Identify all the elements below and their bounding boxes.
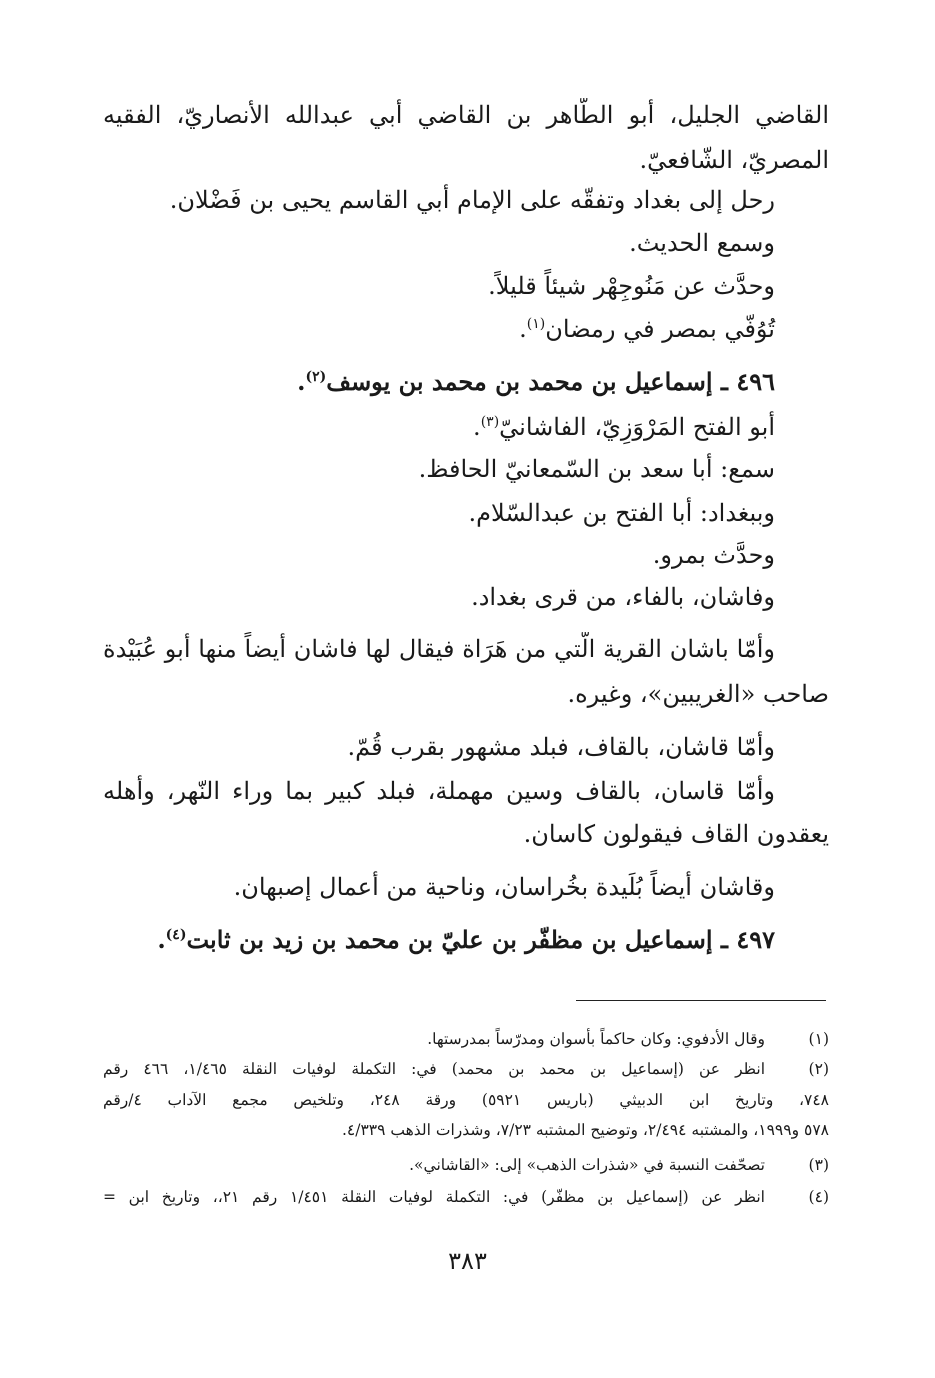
footnote-ref: (٤) [165, 927, 187, 943]
footnote-text: انظر عن (إسماعيل بن محمد بن محمد) في: التكملة لوفيات النقلة ١/٤٦٥، ٤٦٦ رقم [103, 1060, 765, 1078]
punctuation: . [473, 413, 481, 441]
text-line: المصريّ، الشّافعيّ. [639, 146, 829, 174]
footnote-ref: (١) [526, 316, 546, 332]
footnote-text: وقال الأدفوي: وكان حاكماً بأسوان ومدرّساً بمدرستها. [427, 1030, 765, 1048]
footnote-number: (١) [808, 1030, 829, 1048]
text-line: يعقدون القاف فيقولون كاسان. [523, 820, 829, 848]
text-line: وقاشان أيضاً بُلَيدة بخُراسان، وناحية من أعمال إصبهان. [233, 873, 775, 901]
text-line: وحدَّث عن مَنُوجِهْر شيئاً قليلاً. [488, 272, 775, 300]
text-line: وببغداد: أبا الفتح بن عبدالسّلام. [468, 499, 775, 527]
footnote-ref: (٢) [305, 369, 327, 385]
text-line: وحدَّث بمرو. [652, 541, 775, 569]
text-line [473, 410, 775, 444]
footnote-text: ٥٧٨ و١٩٩٩، والمشتبه ٢/٤٩٤، وتوضيح المشتبه ٧/٢٣، وشذرات الذهب ٤/٣٣٩. [341, 1121, 829, 1139]
footnote-ref: (٣) [480, 414, 500, 430]
entry-title: ٤٩٦ ـ إسماعيل بن محمد بن محمد بن يوسف [326, 367, 775, 396]
text-line: سمع: أبا سعد بن السّمعانيّ الحافظ. [418, 455, 775, 483]
footnote-divider [576, 1000, 826, 1001]
punctuation: . [519, 315, 527, 343]
entry-heading-496 [297, 365, 775, 399]
footnote-number: (٤) [808, 1188, 829, 1206]
footnote-number: (٢) [808, 1060, 829, 1078]
punctuation: . [297, 367, 306, 396]
text-line: وأمّا قاشان، بالقاف، فبلد مشهور بقرب قُمّ. [347, 733, 775, 761]
text-line: وأمّا باشان القرية الّتي من هَرَاة فيقال لها فاشان أيضاً منها أبو عُبَيْدة [103, 635, 775, 663]
footnote-text: ٧٤٨، وتاريخ ابن الدبيثي (باريس ٥٩٢١) ورقة ٢٤٨، وتلخيص مجمع الآداب ٤/رقم [103, 1091, 829, 1109]
text-line [519, 312, 775, 346]
footnote-number: (٣) [808, 1156, 829, 1174]
text-span: تُوُفّي بمصر في رمضان [545, 315, 775, 343]
entry-title: ٤٩٧ ـ إسماعيل بن مظفّر بن عليّ بن محمد بن زيد بن ثابت [186, 925, 775, 954]
footnote-text: انظر عن (إسماعيل بن مظفّر) في: التكملة لوفيات النقلة ١/٤٥١ رقم ٢١،، وتاريخ ابن = [103, 1188, 765, 1206]
text-line: وأمّا قاسان، بالقاف وسين مهملة، فبلد كبير بما وراء النّهر، وأهله [103, 777, 775, 805]
page-number: ٣٨٣ [448, 1247, 487, 1275]
footnote-text: تصحّفت النسبة في «شذرات الذهب» إلى: «القاشاني». [409, 1156, 765, 1174]
text-line: القاضي الجليل، أبو الطّاهر بن القاضي أبي عبدالله الأنصاريّ، الفقيه [103, 101, 829, 129]
entry-heading-497 [157, 923, 775, 957]
text-line: صاحب «الغريبين»، وغيره. [567, 680, 829, 708]
text-line: رحل إلى بغداد وتفقّه على الإمام أبي القاسم يحيى بن فَضْلان. [169, 186, 775, 214]
punctuation: . [157, 925, 166, 954]
text-line: وفاشان، بالفاء، من قرى بغداد. [471, 583, 775, 611]
text-line: وسمع الحديث. [629, 229, 775, 257]
text-span: أبو الفتح المَرْوَزِيّ، الفاشانيّ [499, 413, 775, 441]
